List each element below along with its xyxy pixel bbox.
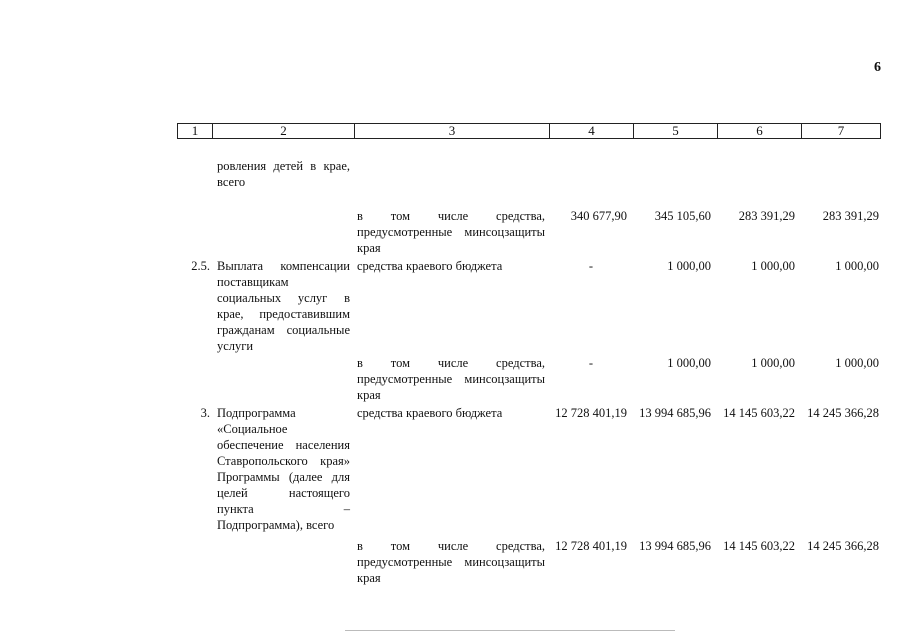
row-number: 2.5. [191,259,210,273]
row-value-col6: 1 000,00 [751,356,795,370]
row-value-col6: 14 145 603,22 [723,539,795,553]
row-source: средства краевого бюджета [357,406,503,420]
row-source: в том числе средства, предусмотренные минсоцзащиты края [357,356,545,402]
row-value-col7: 14 245 366,28 [807,539,879,553]
row-value-col5: 13 994 685,96 [639,406,711,420]
row-name: Выплата компенсации поставщикам социальных услуг в крае, предоставившим гражданам социальные услуги [217,259,350,353]
row-value-col5: 1 000,00 [667,356,711,370]
row-value-col5: 1 000,00 [667,259,711,273]
row-number: 3. [200,406,210,420]
row-value-col4: 12 728 401,19 [555,406,627,420]
row-source: в том числе средства, предусмотренные минсоцзащиты края [357,209,545,255]
table-column-numbers [177,123,881,139]
row-value-col7: 1 000,00 [835,356,879,370]
row-source: в том числе средства, предусмотренные минсоцзащиты края [357,539,545,585]
row-value-col4: 12 728 401,19 [555,539,627,553]
row-value-col7: 283 391,29 [822,209,879,223]
column-number-5: 5 [634,124,718,138]
scan-artifact-line [345,630,675,631]
row-value-col5: 345 105,60 [654,209,711,223]
column-number-2: 2 [213,124,355,138]
row-value-col4: 340 677,90 [570,209,627,223]
column-number-1: 1 [178,124,213,138]
column-number-6: 6 [718,124,802,138]
row-value-col7: 1 000,00 [835,259,879,273]
row-value-col5: 13 994 685,96 [639,539,711,553]
row-source: средства краевого бюджета [357,259,503,273]
column-number-4: 4 [550,124,634,138]
row-value-col6: 14 145 603,22 [723,406,795,420]
row-name: Подпрограмма «Социальное обеспечение населения Ставропольского края» Программы (далее для целей настоящего пункта – Подпрограмма), всего [217,406,350,532]
column-number-7: 7 [837,123,845,138]
row-value-col7: 14 245 366,28 [807,406,879,420]
row-name: ровления детей в крае, всего [217,159,350,189]
column-number-3: 3 [355,124,550,138]
row-value-col6: 283 391,29 [738,209,795,223]
row-value-col4: - [588,356,593,370]
page-number: 6 [874,60,881,75]
row-value-col6: 1 000,00 [751,259,795,273]
row-value-col4: - [588,259,593,273]
